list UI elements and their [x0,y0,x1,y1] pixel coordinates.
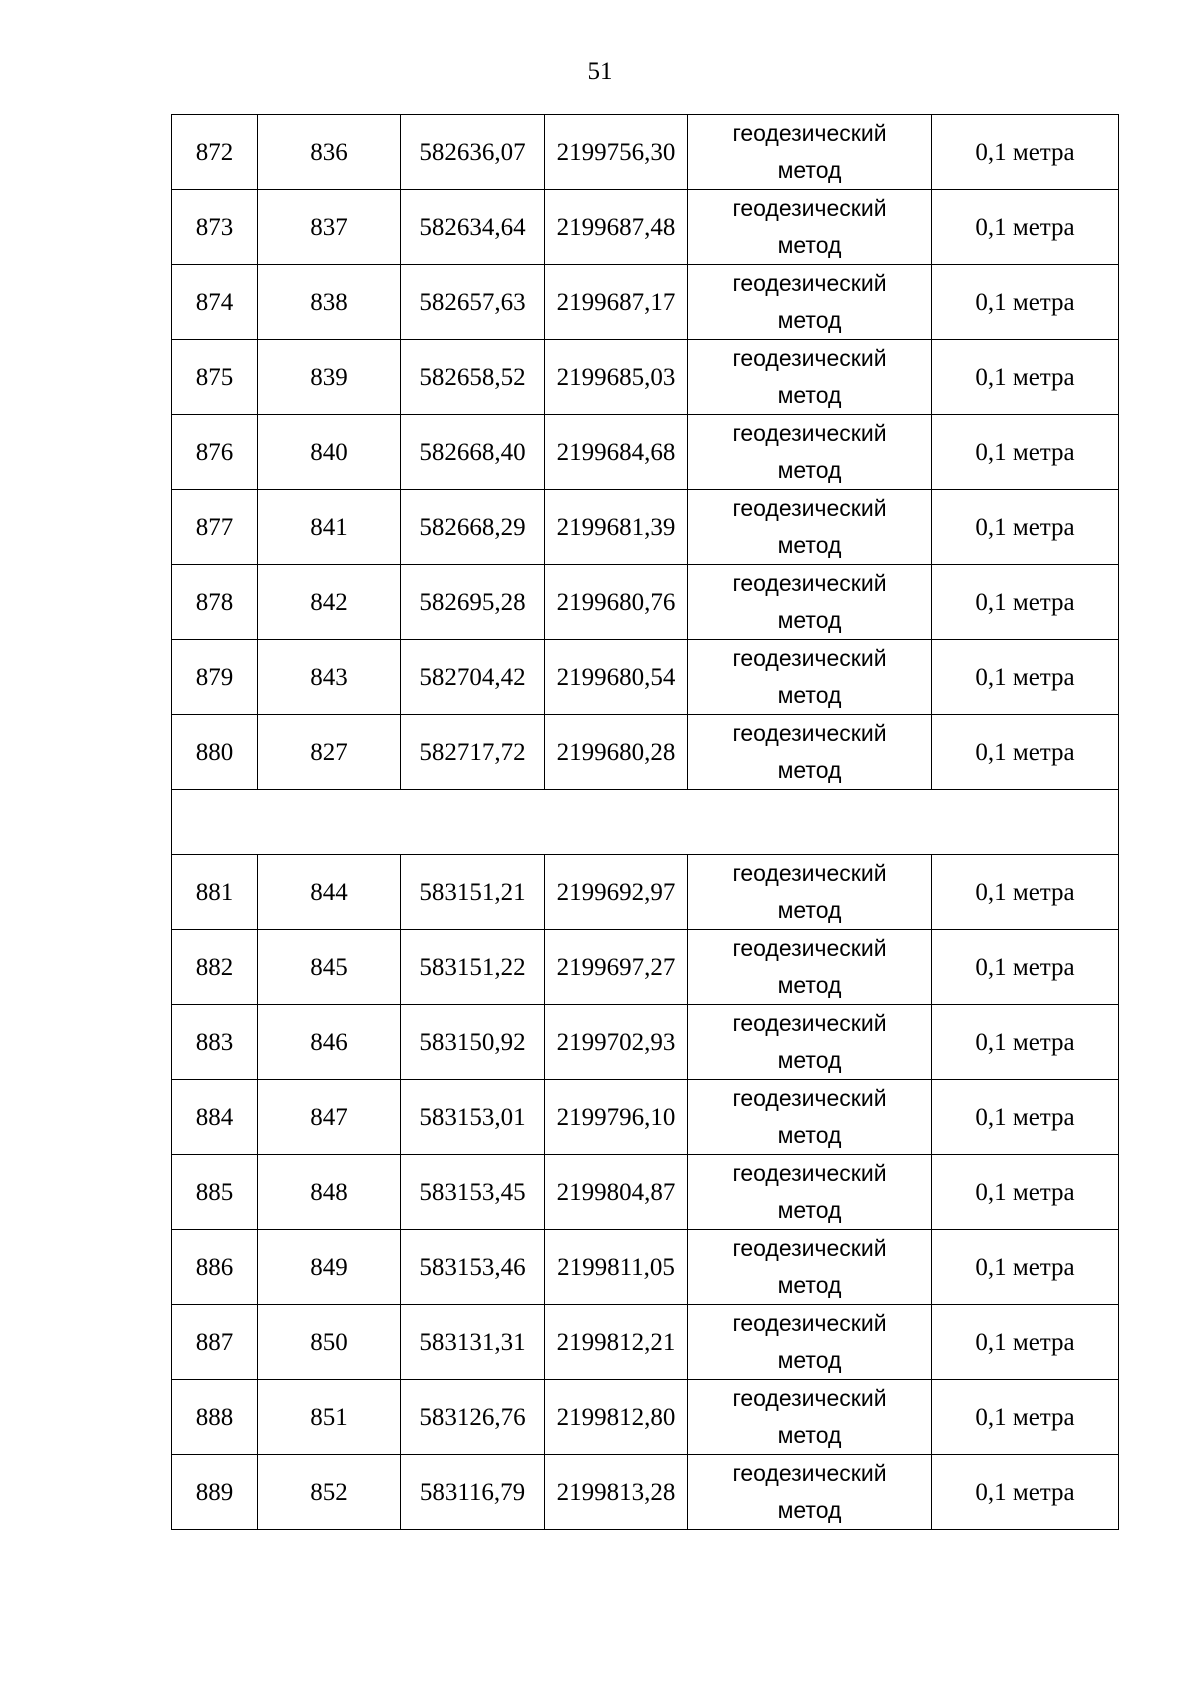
y-coordinate-cell: 2199684,68 [545,415,688,490]
table-row [172,565,1119,640]
point-number-cell: 836 [258,115,401,190]
table-row [172,930,1119,1005]
method-line-1: геодезический [732,270,887,296]
method-cell [688,565,932,640]
accuracy-cell: 0,1 метра [932,1455,1119,1530]
method-cell [688,490,932,565]
method-line-1: геодезический [732,1235,887,1261]
accuracy-cell: 0,1 метра [932,715,1119,790]
x-coordinate-cell: 583153,45 [401,1155,545,1230]
method-cell [688,640,932,715]
method-cell [688,715,932,790]
x-coordinate-cell: 583131,31 [401,1305,545,1380]
accuracy-cell: 0,1 метра [932,930,1119,1005]
accuracy-cell: 0,1 метра [932,1305,1119,1380]
method-line-2: метод [777,1047,842,1073]
accuracy-cell: 0,1 метра [932,1230,1119,1305]
row-number-cell: 880 [172,715,258,790]
accuracy-cell: 0,1 метра [932,115,1119,190]
table-row [172,415,1119,490]
row-number-cell: 874 [172,265,258,340]
method-cell [688,1305,932,1380]
method-cell [688,855,932,930]
row-number-cell: 878 [172,565,258,640]
y-coordinate-cell: 2199685,03 [545,340,688,415]
table-row [172,190,1119,265]
point-number-cell: 839 [258,340,401,415]
table-row [172,115,1119,190]
method-line-2: метод [777,532,842,558]
y-coordinate-cell: 2199680,28 [545,715,688,790]
table-row [172,640,1119,715]
accuracy-cell: 0,1 метра [932,265,1119,340]
method-cell [688,1155,932,1230]
table-row [172,1005,1119,1080]
method-cell [688,930,932,1005]
row-number-cell: 881 [172,855,258,930]
x-coordinate-cell: 582657,63 [401,265,545,340]
separator-cell [172,790,1119,855]
y-coordinate-cell: 2199813,28 [545,1455,688,1530]
method-line-1: геодезический [732,420,887,446]
row-number-cell: 885 [172,1155,258,1230]
x-coordinate-cell: 583150,92 [401,1005,545,1080]
accuracy-cell: 0,1 метра [932,1380,1119,1455]
point-number-cell: 841 [258,490,401,565]
x-coordinate-cell: 583126,76 [401,1380,545,1455]
method-line-1: геодезический [732,935,887,961]
method-cell [688,265,932,340]
x-coordinate-cell: 582668,40 [401,415,545,490]
method-line-1: геодезический [732,1385,887,1411]
method-line-1: геодезический [732,195,887,221]
point-number-cell: 849 [258,1230,401,1305]
y-coordinate-cell: 2199811,05 [545,1230,688,1305]
method-line-1: геодезический [732,120,887,146]
point-number-cell: 837 [258,190,401,265]
x-coordinate-cell: 583116,79 [401,1455,545,1530]
method-line-2: метод [777,682,842,708]
page-number: 51 [587,58,613,85]
y-coordinate-cell: 2199681,39 [545,490,688,565]
method-cell [688,1005,932,1080]
table-row [172,265,1119,340]
accuracy-cell: 0,1 метра [932,340,1119,415]
method-line-1: геодезический [732,1010,887,1036]
table-row [172,1305,1119,1380]
table-row [172,490,1119,565]
method-line-2: метод [777,607,842,633]
row-number-cell: 889 [172,1455,258,1530]
method-line-1: геодезический [732,860,887,886]
method-line-1: геодезический [732,570,887,596]
row-number-cell: 887 [172,1305,258,1380]
table-row [172,1230,1119,1305]
row-number-cell: 883 [172,1005,258,1080]
x-coordinate-cell: 583151,22 [401,930,545,1005]
x-coordinate-cell: 582695,28 [401,565,545,640]
method-line-2: метод [777,1347,842,1373]
x-coordinate-cell: 582634,64 [401,190,545,265]
point-number-cell: 851 [258,1380,401,1455]
method-line-1: геодезический [732,1160,887,1186]
point-number-cell: 827 [258,715,401,790]
y-coordinate-cell: 2199680,76 [545,565,688,640]
accuracy-cell: 0,1 метра [932,415,1119,490]
y-coordinate-cell: 2199680,54 [545,640,688,715]
y-coordinate-cell: 2199804,87 [545,1155,688,1230]
method-line-1: геодезический [732,1085,887,1111]
accuracy-cell: 0,1 метра [932,640,1119,715]
y-coordinate-cell: 2199812,80 [545,1380,688,1455]
row-number-cell: 877 [172,490,258,565]
x-coordinate-cell: 582668,29 [401,490,545,565]
table-row [172,1380,1119,1455]
row-number-cell: 886 [172,1230,258,1305]
table-row [172,340,1119,415]
method-line-2: метод [777,897,842,923]
point-number-cell: 852 [258,1455,401,1530]
method-cell [688,1080,932,1155]
method-cell [688,340,932,415]
x-coordinate-cell: 582717,72 [401,715,545,790]
method-line-2: метод [777,1122,842,1148]
point-number-cell: 840 [258,415,401,490]
method-line-1: геодезический [732,495,887,521]
method-line-2: метод [777,757,842,783]
coordinates-table [171,114,1119,1530]
row-number-cell: 875 [172,340,258,415]
point-number-cell: 838 [258,265,401,340]
table-row [172,855,1119,930]
row-number-cell: 884 [172,1080,258,1155]
method-line-2: метод [777,1272,842,1298]
accuracy-cell: 0,1 метра [932,1005,1119,1080]
table-row [172,1455,1119,1530]
method-cell [688,1230,932,1305]
x-coordinate-cell: 583153,01 [401,1080,545,1155]
row-number-cell: 882 [172,930,258,1005]
method-line-2: метод [777,307,842,333]
method-line-2: метод [777,382,842,408]
accuracy-cell: 0,1 метра [932,1155,1119,1230]
method-line-1: геодезический [732,645,887,671]
method-line-2: метод [777,232,842,258]
accuracy-cell: 0,1 метра [932,490,1119,565]
method-cell [688,1380,932,1455]
point-number-cell: 850 [258,1305,401,1380]
method-cell [688,190,932,265]
accuracy-cell: 0,1 метра [932,565,1119,640]
method-cell [688,1455,932,1530]
point-number-cell: 843 [258,640,401,715]
x-coordinate-cell: 582636,07 [401,115,545,190]
method-cell [688,115,932,190]
y-coordinate-cell: 2199687,48 [545,190,688,265]
method-line-1: геодезический [732,720,887,746]
method-line-1: геодезический [732,1310,887,1336]
accuracy-cell: 0,1 метра [932,1080,1119,1155]
y-coordinate-cell: 2199692,97 [545,855,688,930]
y-coordinate-cell: 2199697,27 [545,930,688,1005]
row-number-cell: 879 [172,640,258,715]
x-coordinate-cell: 583153,46 [401,1230,545,1305]
method-line-2: метод [777,1197,842,1223]
table-row [172,1155,1119,1230]
method-line-2: метод [777,972,842,998]
point-number-cell: 847 [258,1080,401,1155]
separator-row [172,790,1119,855]
y-coordinate-cell: 2199812,21 [545,1305,688,1380]
y-coordinate-cell: 2199796,10 [545,1080,688,1155]
point-number-cell: 846 [258,1005,401,1080]
method-cell [688,415,932,490]
x-coordinate-cell: 582704,42 [401,640,545,715]
method-line-1: геодезический [732,1460,887,1486]
table-row [172,1080,1119,1155]
method-line-2: метод [777,1497,842,1523]
table-row [172,715,1119,790]
y-coordinate-cell: 2199687,17 [545,265,688,340]
row-number-cell: 888 [172,1380,258,1455]
method-line-2: метод [777,457,842,483]
point-number-cell: 845 [258,930,401,1005]
method-line-2: метод [777,157,842,183]
point-number-cell: 848 [258,1155,401,1230]
x-coordinate-cell: 582658,52 [401,340,545,415]
y-coordinate-cell: 2199702,93 [545,1005,688,1080]
point-number-cell: 844 [258,855,401,930]
row-number-cell: 872 [172,115,258,190]
method-line-1: геодезический [732,345,887,371]
x-coordinate-cell: 583151,21 [401,855,545,930]
row-number-cell: 876 [172,415,258,490]
accuracy-cell: 0,1 метра [932,855,1119,930]
row-number-cell: 873 [172,190,258,265]
method-line-2: метод [777,1422,842,1448]
y-coordinate-cell: 2199756,30 [545,115,688,190]
point-number-cell: 842 [258,565,401,640]
accuracy-cell: 0,1 метра [932,190,1119,265]
coordinates-table-body [172,115,1119,1530]
